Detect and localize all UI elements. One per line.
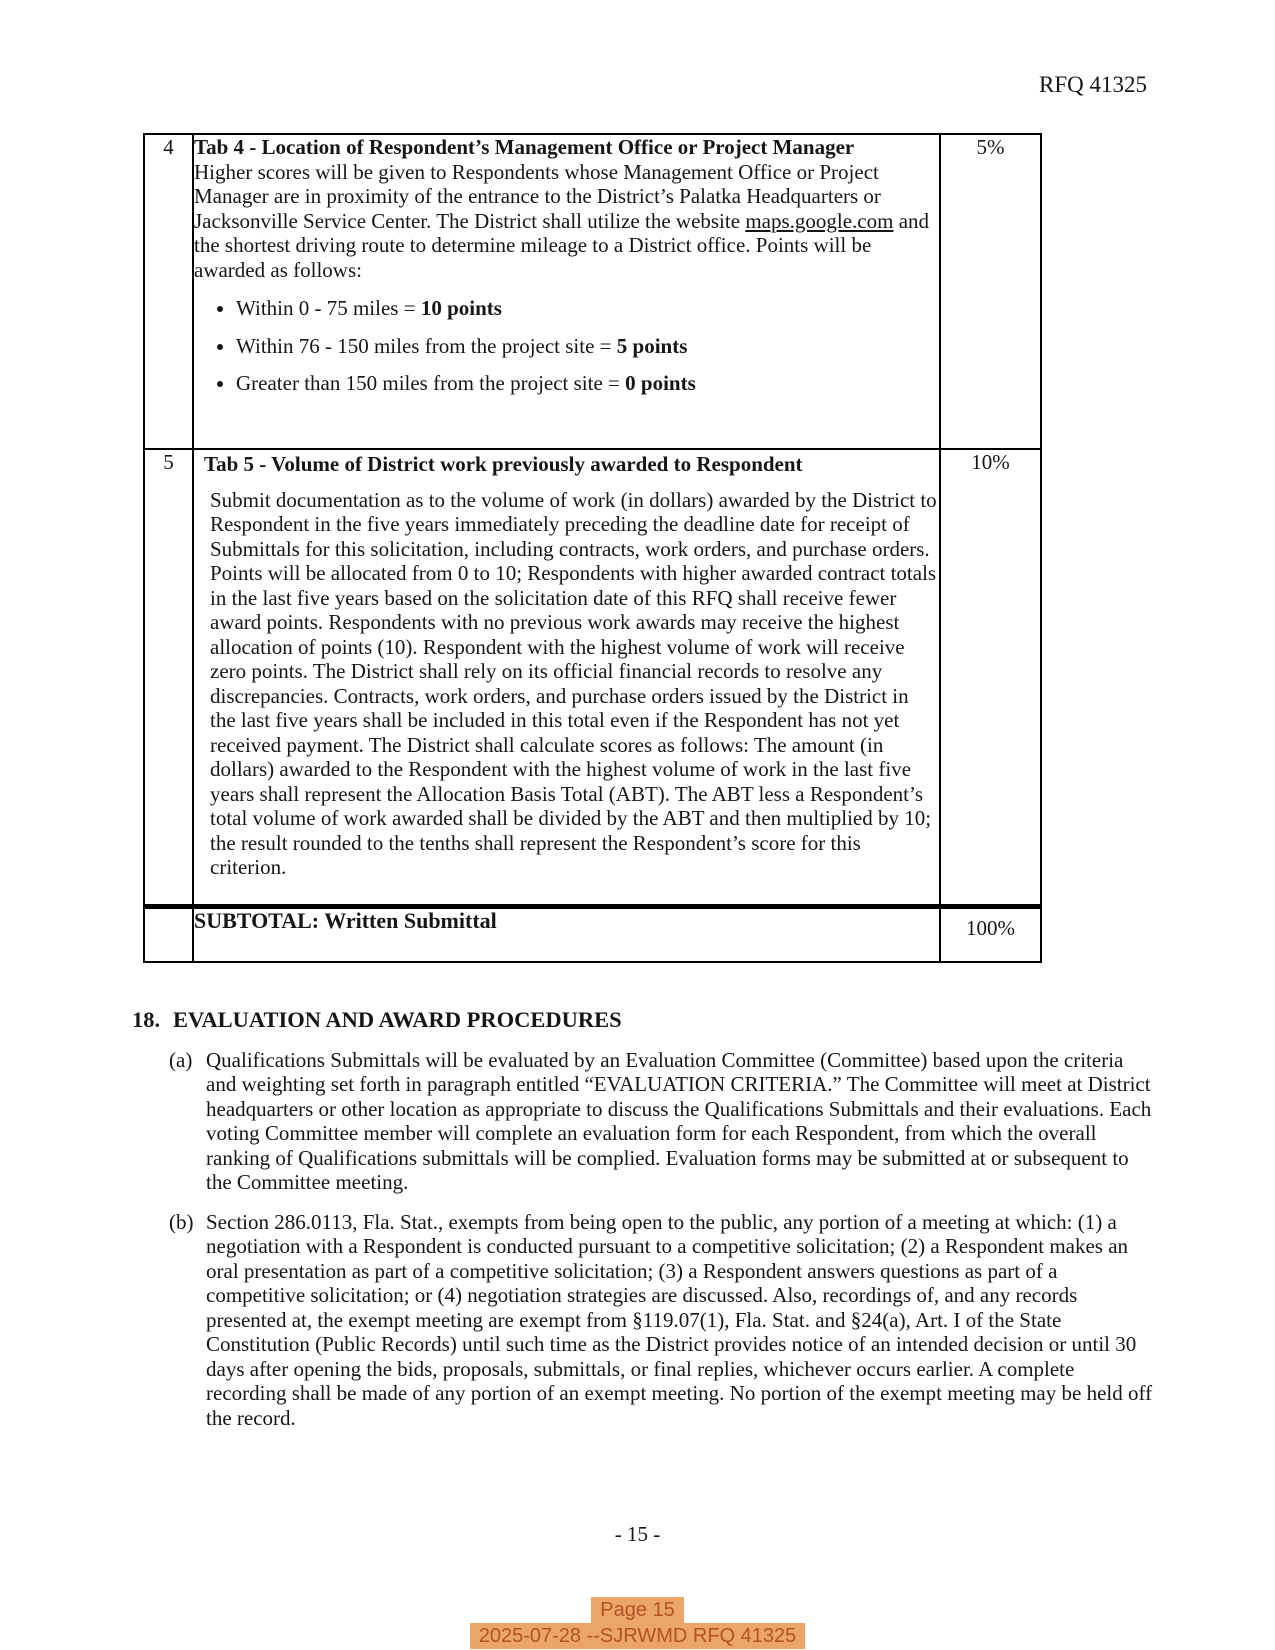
- table-row-tab5: [144, 449, 1041, 906]
- row-number: 4: [144, 134, 193, 449]
- page-number: - 15 -: [614, 1522, 661, 1546]
- points-bullet-list: [194, 296, 939, 396]
- criterion-body: Submit documentation as to the volume of work (in dollars) awarded by the District to Respondent in the five years immediately preceding the deadline date for receipt of Submittals for this solicitation, including contracts, work orders, and purchase orders. Points will be allocated from 0 to 10; Respondents with higher awarded contract totals in the last five years based on the solicitation date of this RFQ shall receive fewer award points. Respondents with no previous work awards may receive the highest allocation of points (10). Respondent with the highest volume of work will receive zero points. The District shall rely on its official financial records to resolve any discrepancies. Contracts, work orders, and purchase orders issued by the District in the last five years shall be included in this total even if the Respondent has not yet received payment. The District shall calculate scores as follows: The amount (in dollars) awarded to the Respondent with the highest volume of work in the last five years shall represent the Allocation Basis Total (ABT). The ABT less a Respondent’s total volume of work awarded shall be divided by the ABT and then multiplied by 10; the result rounded to the tenths shall represent the Respondent’s score for this criterion.: [210, 487, 937, 879]
- bullet-points-value: 5 points: [616, 333, 688, 358]
- paragraph-a: [169, 1048, 1158, 1195]
- paragraph-marker: (a): [169, 1047, 193, 1072]
- paragraph-text: Section 286.0113, Fla. Stat., exempts from being open to the public, any portion of a meeting at which: (1) a negotiation with a Respondent is conducted pursuant to a competitive solicitation; (2) a Respondent makes an oral presentation as part of a competitive solicitation; (3) a Respondent answers questions as part of a competitive solicitation; or (4) negotiation strategies are discussed. Also, recordings of, and any records presented at, the exempt meeting are exempt from §119.07(1), Fla. Stat. and §24(a), Art. I of the State Constitution (Public Records) until such time as the District provides notice of an intended decision or until 30 days after opening the bids, proposals, submittals, or final replies, whichever occurs earlier. A complete recording shall be made of any portion of an exempt meeting. No portion of the exempt meeting may be held off the record.: [206, 1209, 1153, 1430]
- subtotal-weight: 100%: [940, 906, 1041, 962]
- footer-stamp: [0, 1597, 1275, 1649]
- bullet-text: Within 76 - 150 miles from the project site =: [236, 333, 617, 358]
- row-number: 5: [144, 449, 193, 906]
- evaluation-criteria-table: [143, 133, 1042, 963]
- weight-value: 5%: [940, 134, 1041, 449]
- section-evaluation-procedures: [132, 1008, 1158, 1430]
- doc-reference: RFQ 41325: [1039, 72, 1147, 97]
- row-number-empty: [144, 906, 193, 962]
- paragraph-marker: (b): [169, 1209, 194, 1234]
- bullet-item: [236, 371, 939, 396]
- bullet-text: Within 0 - 75 miles =: [236, 296, 421, 320]
- bullet-points-value: 0 points: [625, 371, 696, 395]
- stamp-row: [0, 1623, 1275, 1649]
- paragraph-b: [169, 1210, 1158, 1431]
- paragraph-text: Qualifications Submittals will be evaluated by an Evaluation Committee (Committee) based upon the criteria and weighting set forth in paragraph entitled “EVALUATION CRITERIA.” The Committee will meet at District headquarters or other location as appropriate to discuss the Qualifications Submittals and their evaluations. Each voting Committee member will complete an evaluation form for each Respondent, from which the overall ranking of Qualifications submittals will be complied. Evaluation forms may be submitted at or subsequent to the Committee meeting.: [206, 1047, 1152, 1194]
- section-number: 18.: [132, 1007, 161, 1032]
- subtotal-label: SUBTOTAL: Written Submittal: [193, 906, 940, 962]
- bullet-item: [236, 296, 939, 321]
- criterion-cell: [193, 449, 940, 906]
- criterion-cell: [193, 134, 940, 449]
- weight-value: 10%: [940, 449, 1041, 906]
- maps-google-link[interactable]: maps.google.com: [745, 208, 894, 233]
- criterion-body: [194, 160, 939, 283]
- bullet-item: [236, 334, 939, 359]
- stamp-row: [0, 1597, 1275, 1623]
- bullet-points-value: 10 points: [420, 296, 502, 320]
- bullet-text: Greater than 150 miles from the project site =: [236, 371, 626, 395]
- stamp-page-label: Page 15: [591, 1597, 684, 1623]
- stamp-doc-label: 2025-07-28 --SJRWMD RFQ 41325: [470, 1623, 806, 1649]
- table-row-tab4: [144, 134, 1041, 449]
- table-row-subtotal: [144, 906, 1041, 962]
- body-text: Higher scores will be given to Respondents whose Management Office or Project Manager are in proximity of the entrance to the District’s Palatka Headquarters or Jacksonville Service Center. The District shall utilize the website: [194, 159, 881, 233]
- criterion-title: Tab 4 - Location of Respondent’s Management Office or Project Manager: [194, 135, 855, 159]
- criterion-title: Tab 5 - Volume of District work previously awarded to Respondent: [204, 452, 803, 476]
- section-title: EVALUATION AND AWARD PROCEDURES: [173, 1007, 622, 1032]
- section-heading: [132, 1008, 1158, 1033]
- body-text: and the shortest driving route to determine mileage to a District office. Points will be awarded as follows:: [194, 208, 930, 282]
